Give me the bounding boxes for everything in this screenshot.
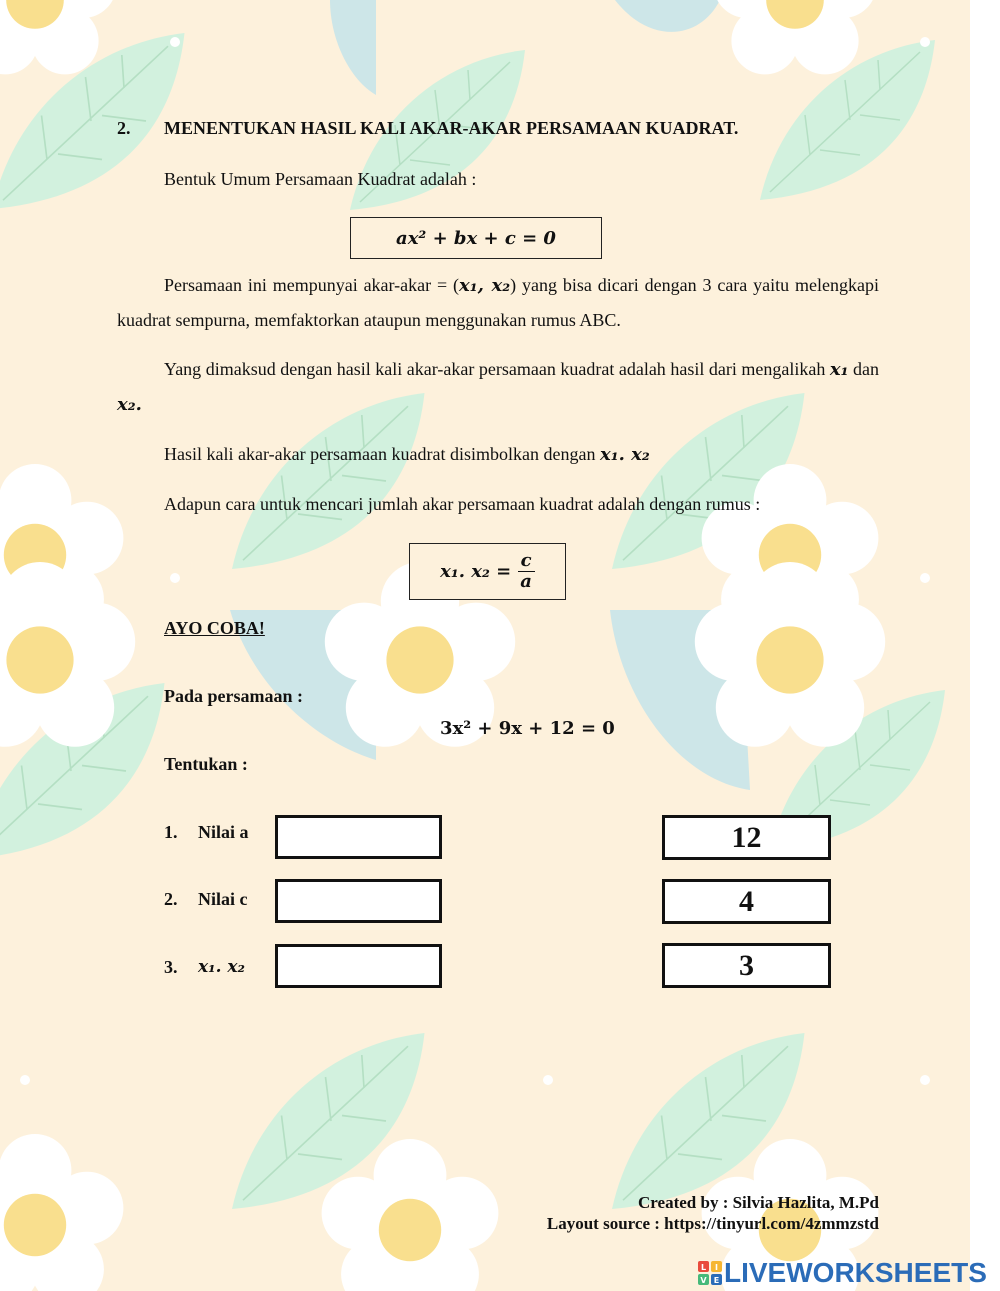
question-2-label: Nilai c [198,889,248,909]
symbol-text: Hasil kali akar-akar persamaan kuadrat disimbolkan dengan [164,444,600,464]
question-1-number: 1. [164,822,178,842]
definition-paragraph [117,352,879,422]
exercise-instruction: Tentukan : [164,754,248,774]
definition-mid: dan [848,359,879,379]
liveworksheets-wordmark: LIVEWORKSHEETS [724,1257,987,1288]
answer-input-3[interactable] [275,944,442,988]
exercise-title: AYO COBA! [164,618,265,638]
footer-layout-source: Layout source : https://tinyurl.com/4zmmzstd [546,1214,879,1233]
answer-input-2[interactable] [275,879,442,923]
definition-text: Yang dimaksud dengan hasil kali akar-akar persamaan kuadrat adalah hasil dari mengalikah [164,359,830,379]
answer-option-2[interactable]: 4 [662,879,831,924]
liveworksheets-logo[interactable] [698,1258,994,1288]
answer-input-1[interactable] [275,815,442,859]
answer-option-3[interactable]: 3 [662,943,831,988]
general-formula-box [350,217,602,259]
exercise-prompt: Pada persamaan : [164,686,303,706]
general-formula: ax² + bx + c = 0 [396,227,556,249]
x2-symbol: x₂. [117,394,142,415]
logo-letter-v: V [700,1276,707,1285]
question-1-label: Nilai a [198,822,249,842]
liveworksheets-logo-icon [698,1261,722,1285]
roots-symbol: x₁, x₂ [459,275,511,296]
logo-letter-l: L [700,1263,707,1272]
product-formula-left: x₁. x₂ = [440,561,512,582]
roots-paragraph-before: Persamaan ini mempunyai akar-akar = ( [164,275,460,295]
x1-symbol: x₁ [829,359,849,380]
footer-created-by: Created by : Silvia Hazlita, M.Pd [638,1193,879,1212]
product-symbol: x₁. x₂ [599,444,650,465]
roots-paragraph-after: ) yang bisa dicari dengan 3 cara yaitu melengkapi kuadrat sempurna, memfaktorkan ataupun menggunakan rumus ABC. [117,275,879,330]
exercise-equation: 3x² + 9x + 12 = 0 [440,718,615,739]
roots-paragraph [117,268,879,338]
fraction-denominator: a [520,571,532,592]
section-number: 2. [117,118,131,138]
symbol-paragraph [164,437,650,472]
answer-option-1[interactable]: 12 [662,815,831,860]
question-3-number: 3. [164,957,178,977]
intro-text: Bentuk Umum Persamaan Kuadrat adalah : [164,169,477,189]
formula-intro: Adapun cara untuk mencari jumlah akar persamaan kuadrat adalah dengan rumus : [164,494,761,514]
product-formula-box [409,543,566,600]
fraction-numerator: c [518,551,535,572]
question-3-label: x₁. x₂ [198,957,245,977]
section-title: MENENTUKAN HASIL KALI AKAR-AKAR PERSAMAAN KUADRAT. [164,118,739,138]
product-formula-fraction [517,551,535,592]
logo-letter-i: I [715,1263,718,1272]
question-2-number: 2. [164,889,178,909]
logo-letter-e: E [713,1276,720,1285]
